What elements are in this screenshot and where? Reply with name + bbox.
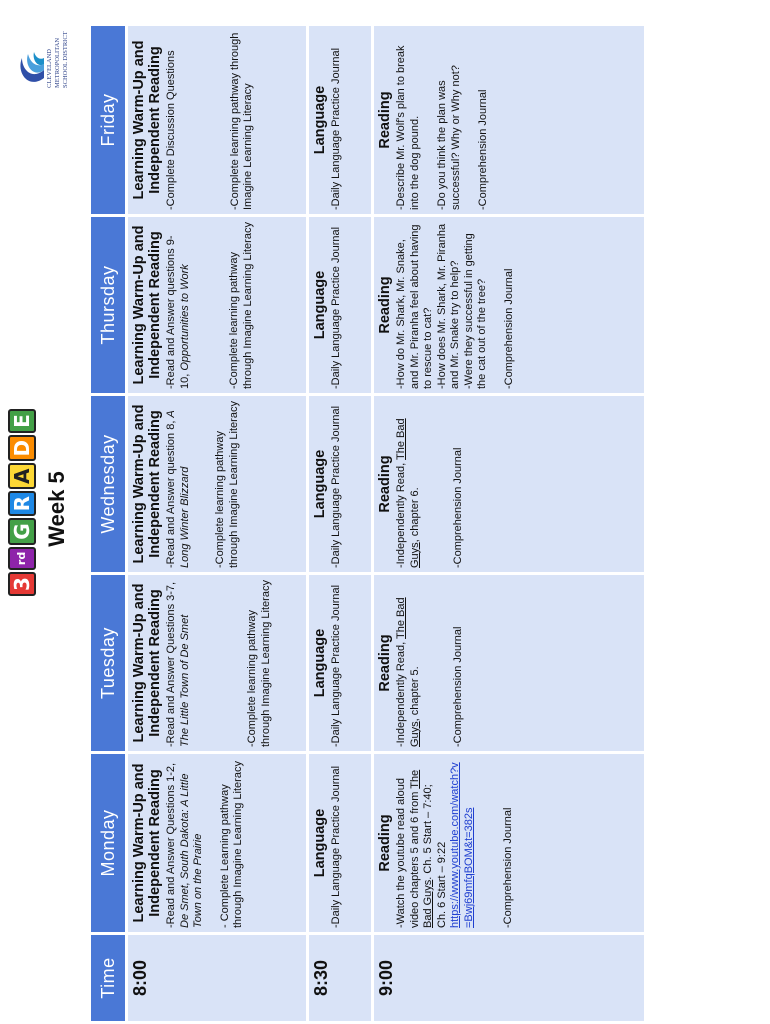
book-title: The Bad Guys [395,597,421,747]
district-line-2: METROPOLITAN [54,37,61,88]
schedule-table [88,23,647,1024]
time-cell: 8:30 [309,935,371,1021]
block-title: Language [312,449,328,519]
task-text: -Complete learning pathway through Imagine Learning Literacy [228,32,254,210]
block-title: Reading [377,455,393,513]
cell-thursday-warmup [128,217,306,393]
task-text: . Ch. 5 Start – 7:40; [422,784,434,880]
task-text: -Comprehension Journal [452,447,464,568]
task-text: -Comprehension Journal [452,626,464,747]
cell-friday-language [309,26,371,214]
block-title: Reading [377,276,393,334]
block-title: Learning Warm-Up and Independent Reading [131,404,163,564]
cell-wednesday-language [309,396,371,572]
task-text: -Read and Answer questions 9-10, [165,235,191,389]
cell-monday-warmup [128,754,306,932]
task-text: -How do Mr. Shark, Mr. Snake, and Mr. Piranha feel about having to rescue to cat? [395,224,434,389]
task-text: , chapter 6. [408,487,421,543]
task-text: -Complete learning pathway through Imagine Learning Literacy [246,580,272,747]
task-text: -Read and Answer Questions 3-7, [165,581,177,747]
story-title: De Smet, South Dakota: A Little Town on the Prairie [178,773,204,928]
task-text: - Complete Learning pathway through Imagine Learning Literacy [218,761,244,928]
task-text: -Complete learning pathway through Imagine Learning Literacy [228,222,254,389]
task-text: -Comprehension Journal [477,89,489,210]
header [0,0,88,1024]
task-text: -Independently Read, [395,638,407,747]
block-title: Language [312,270,328,340]
time-cell: 8:00 [128,935,306,1021]
grade-badge-r: R [8,491,36,516]
task-text: -Complete learning pathway through Imagine Learning Literacy [214,401,240,568]
book-title: The Bad Guys [408,769,434,928]
block-title: Learning Warm-Up and Independent Reading [131,763,163,923]
youtube-link[interactable]: https://www.youtube.com/watch?v=Bwj69mfqBOM&t=382s [449,762,475,928]
grade-badge-g: G [8,518,36,544]
task-text: -Read and Answer Questions 1-2, [165,762,177,928]
task-text: -Do you think the plan was successful? Why or Why not? [436,65,462,210]
block-title: Learning Warm-Up and Independent Reading [131,225,163,385]
block-title: Reading [377,814,393,872]
col-header-thursday: Thursday [91,217,125,393]
cell-thursday-language [309,217,371,393]
block-title: Language [312,628,328,698]
district-name [46,0,70,88]
block-title: Learning Warm-Up and Independent Reading [131,583,163,743]
task-text: -Read and Answer question 8, [165,417,177,568]
task-text: , chapter 5. [408,666,421,722]
task-text: -Daily Language Practice Journal [330,47,342,210]
book-title: The Bad Guys [395,418,421,568]
col-header-monday: Monday [91,754,125,932]
cell-friday-warmup [128,26,306,214]
cell-monday-language [309,754,371,932]
district-line-1: CLEVELAND [46,49,53,88]
story-title: The Little Town of De Smet [178,614,191,747]
task-text: -Were they successful in getting the cat out of the tree? [462,233,488,389]
task-text: -Daily Language Practice Journal [330,226,342,389]
col-header-wednesday: Wednesday [91,396,125,572]
col-header-friday: Friday [91,26,125,214]
story-title: Opportunities to Work [178,264,191,371]
block-title: Language [312,808,328,878]
cell-thursday-reading [374,217,644,393]
cell-wednesday-warmup [128,396,306,572]
block-title: Reading [377,91,393,149]
task-text: -Daily Language Practice Journal [330,765,342,928]
task-text: -Complete Discussion Questions [165,50,177,210]
grade-badge-d: D [8,435,36,462]
grade-badge-3: 3 [8,572,36,596]
grade-badge-e: E [8,409,36,433]
week-title: Week 5 [44,471,69,547]
table-row [128,26,306,1021]
grade-badge-a: A [8,463,36,488]
cell-monday-reading [374,754,644,932]
district-line-3: SCHOOL DISTRICT [62,31,69,88]
task-text: -Daily Language Practice Journal [330,584,342,747]
grade-badge-rd: rd [8,547,36,570]
grade-logo [8,407,36,596]
table-row [309,26,371,1021]
task-text: -Comprehension Journal [502,807,514,928]
task-text: -How does Mr. Shark, Mr. Piranha and Mr. Snake try to help? [435,223,461,389]
block-title: Learning Warm-Up and Independent Reading [131,40,163,200]
task-text: -Watch the youtube read aloud video chapters 5 and 6 from [395,777,421,928]
story-title: A Long Winter Blizzard [165,410,191,568]
block-title: Language [312,85,328,155]
task-text: Ch. 6 Start – 9:22 [435,841,448,928]
col-header-time: Time [91,935,125,1021]
header-row [91,26,125,1021]
task-text: -Independently Read, [395,459,407,568]
cell-tuesday-reading [374,575,644,751]
table-row [374,26,644,1021]
task-text: -Daily Language Practice Journal [330,405,342,568]
cell-wednesday-reading [374,396,644,572]
block-title: Reading [377,634,393,692]
col-header-tuesday: Tuesday [91,575,125,751]
cell-friday-reading [374,26,644,214]
cell-tuesday-language [309,575,371,751]
task-text: -Describe Mr. Wolf's plan to break into the dog pound. [395,45,421,210]
task-text: -Comprehension Journal [502,268,515,389]
time-cell: 9:00 [374,935,644,1021]
cell-tuesday-warmup [128,575,306,751]
